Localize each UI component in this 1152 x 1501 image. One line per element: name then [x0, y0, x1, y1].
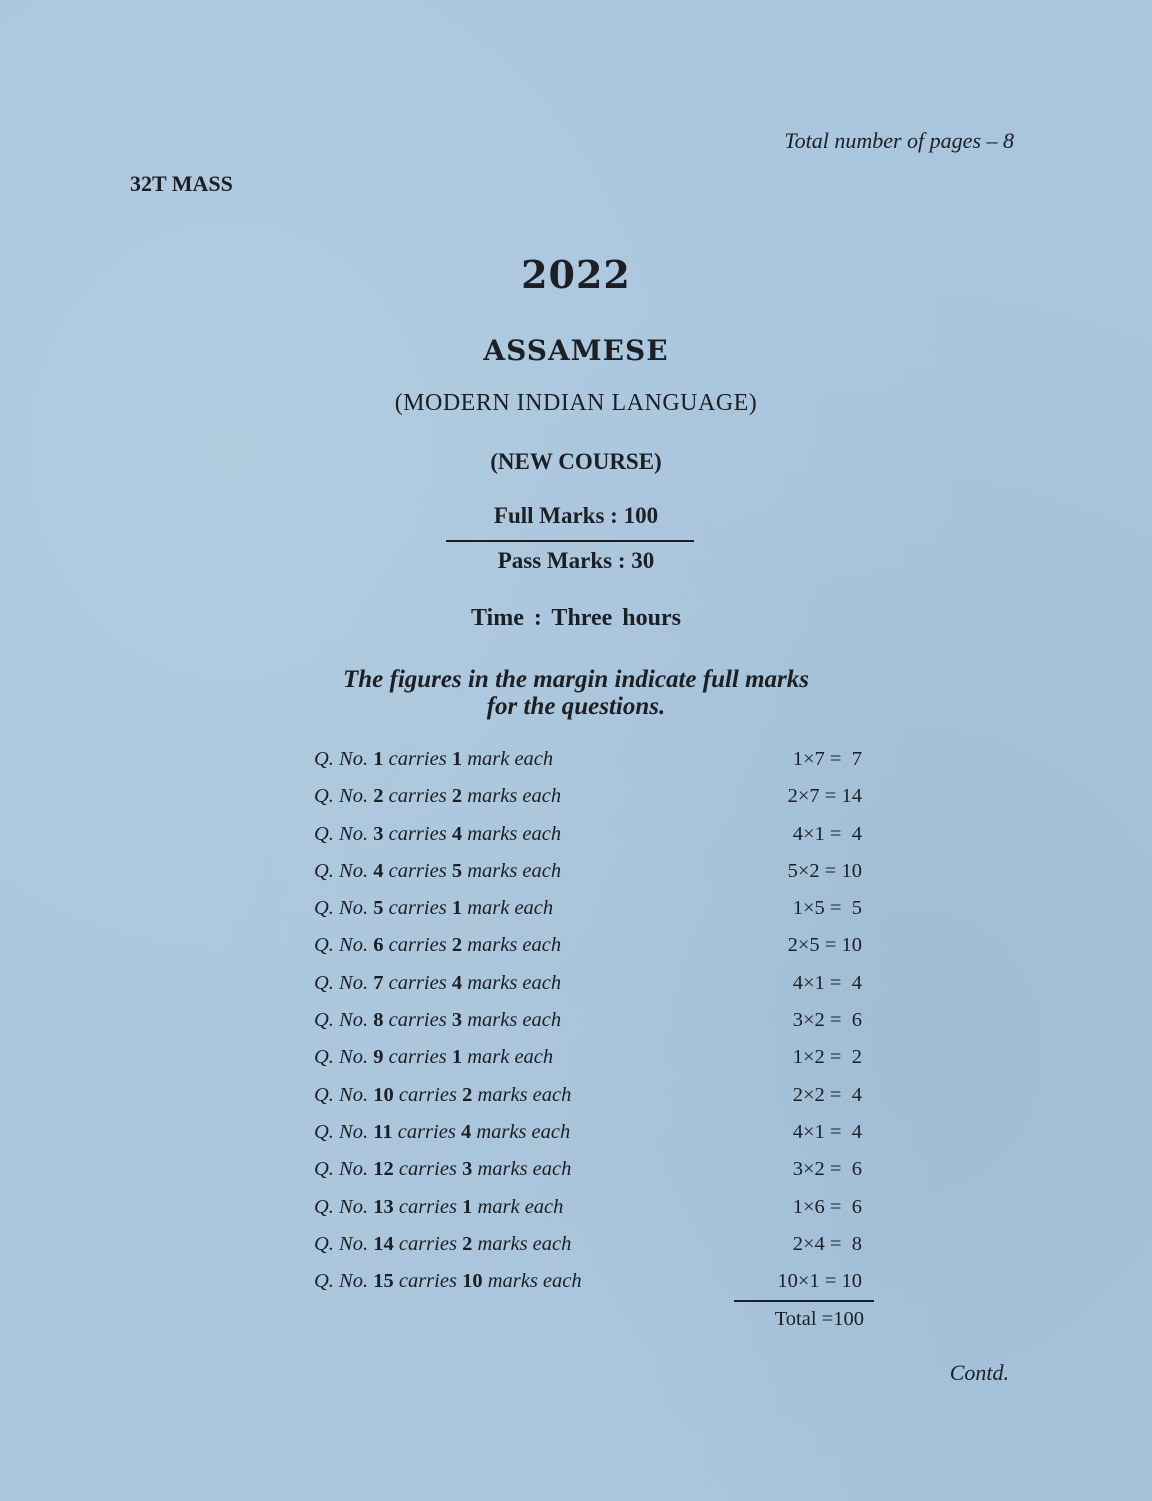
question-number: 2 — [373, 785, 384, 808]
question-number: 6 — [373, 934, 384, 957]
marks-calculation: 2×5 = 10 — [787, 934, 862, 957]
pass-marks: Pass Marks : 30 — [497, 548, 655, 573]
question-marks-rule — [314, 1121, 570, 1144]
rule-text: mark each — [467, 748, 554, 770]
rule-text: marks each — [467, 785, 562, 808]
marks-per-item: 10 — [462, 1270, 483, 1293]
table-row — [314, 1233, 874, 1270]
marks-calculation: 2×7 = 14 — [787, 785, 862, 808]
question-marks-rule — [314, 1233, 571, 1256]
marks-calculation: 1×6 = 6 — [792, 1195, 862, 1218]
marks-per-item: 3 — [451, 1009, 463, 1032]
full-marks: Full Marks : 100 — [493, 503, 659, 528]
rule-text: marks each — [476, 1120, 571, 1143]
question-number: 5 — [373, 897, 384, 920]
marks-per-item: 2 — [451, 934, 463, 957]
rule-text: Q. No. — [314, 971, 369, 994]
marks-per-item: 2 — [462, 1083, 473, 1106]
course-label: (NEW COURSE) — [490, 449, 662, 474]
marks-per-item: 1 — [451, 897, 463, 920]
rule-text: marks each — [477, 1158, 572, 1181]
rule-text: carries — [388, 822, 447, 845]
rule-text: Q. No. — [314, 1120, 369, 1143]
rule-text: carries — [388, 785, 447, 808]
marks-per-item: 1 — [451, 1046, 463, 1069]
table-row — [314, 785, 874, 822]
margin-note-line2: for the questions. — [486, 693, 666, 720]
question-marks-rule — [314, 972, 561, 995]
table-row — [314, 934, 874, 971]
table-row — [314, 1121, 874, 1158]
question-number: 14 — [373, 1232, 394, 1255]
rule-text: mark each — [467, 1046, 554, 1069]
rule-text: mark each — [477, 1195, 564, 1218]
question-number: 3 — [373, 822, 384, 845]
rule-text: Q. No. — [314, 785, 369, 808]
rule-text: carries — [398, 1083, 457, 1106]
marks-calculation: 4×1 = 4 — [792, 971, 862, 994]
rule-text: mark each — [467, 897, 554, 920]
table-row — [314, 1196, 874, 1233]
rule-text: Q. No. — [314, 1083, 369, 1106]
question-marks-rule — [314, 860, 561, 883]
total-pages-note: Total number of pages – 8 — [784, 128, 1014, 153]
marks-calculation: 1×5 = 5 — [792, 897, 862, 920]
rule-text: carries — [398, 1158, 457, 1181]
subject-title: ASSAMESE — [483, 334, 669, 367]
rule-text: Q. No. — [314, 859, 369, 882]
rule-text: marks each — [477, 1083, 572, 1106]
marks-calculation: 1×2 = 2 — [792, 1046, 862, 1069]
margin-note-line1: The figures in the margin indicate full marks — [342, 666, 810, 693]
question-marks-rule — [314, 934, 561, 957]
contd-note: Contd. — [949, 1360, 1009, 1385]
marks-calculation: 5×2 = 10 — [787, 859, 862, 882]
marks-rows — [314, 748, 874, 1307]
total-divider — [734, 1300, 874, 1302]
question-marks-rule — [314, 1084, 571, 1107]
question-marks-rule — [314, 1009, 561, 1032]
rule-text: Q. No. — [314, 1046, 369, 1069]
rule-text: carries — [388, 971, 447, 994]
marks-table — [314, 748, 874, 1330]
rule-text: Q. No. — [314, 1158, 369, 1181]
rule-text: carries — [388, 1046, 447, 1069]
table-row — [314, 972, 874, 1009]
rule-text: marks each — [467, 822, 562, 845]
rule-text: carries — [398, 1270, 457, 1293]
paper-type: (MODERN INDIAN LANGUAGE) — [394, 390, 758, 416]
marks-calculation: 4×1 = 4 — [792, 1120, 862, 1143]
rule-text: Q. No. — [314, 822, 369, 845]
rule-text: marks each — [477, 1232, 572, 1255]
question-marks-rule — [314, 1270, 582, 1293]
rule-text: marks each — [467, 971, 562, 994]
rule-text: marks each — [467, 934, 562, 957]
question-marks-rule — [314, 1196, 563, 1219]
marks-per-item: 4 — [451, 971, 463, 994]
rule-text: marks each — [487, 1270, 582, 1293]
rule-text: marks each — [467, 859, 562, 882]
rule-text: carries — [388, 748, 447, 770]
marks-calculation: 2×2 = 4 — [792, 1083, 862, 1106]
table-row — [314, 748, 874, 785]
exam-year: 2022 — [521, 252, 631, 297]
rule-text: carries — [398, 1195, 457, 1218]
marks-per-item: 2 — [462, 1232, 473, 1255]
table-row — [314, 1046, 874, 1083]
question-number: 8 — [373, 1009, 384, 1032]
rule-text: carries — [397, 1120, 456, 1143]
rule-text: carries — [388, 897, 447, 920]
rule-text: carries — [388, 859, 447, 882]
rule-text: carries — [398, 1232, 457, 1255]
table-row — [314, 823, 874, 860]
marks-calculation: 2×4 = 8 — [792, 1232, 862, 1255]
rule-text: Q. No. — [314, 897, 369, 920]
table-row — [314, 1084, 874, 1121]
table-row — [314, 1009, 874, 1046]
marks-per-item: 1 — [462, 1195, 473, 1218]
rule-text: Q. No. — [314, 1270, 369, 1293]
rule-text: Q. No. — [314, 1009, 369, 1032]
question-number: 10 — [373, 1083, 394, 1106]
table-row — [314, 860, 874, 897]
marks-per-item: 4 — [460, 1120, 472, 1143]
rule-text: carries — [388, 1009, 447, 1032]
question-marks-rule — [314, 748, 553, 771]
question-number: 7 — [373, 971, 384, 994]
marks-calculation: 3×2 = 6 — [792, 1158, 862, 1181]
rule-text: marks each — [467, 1009, 562, 1032]
marks-per-item: 4 — [451, 822, 463, 845]
rule-text: carries — [388, 934, 447, 957]
question-number: 11 — [373, 1120, 393, 1143]
table-row — [314, 1158, 874, 1195]
exam-time: Time : Three hours — [470, 605, 681, 631]
question-number: 15 — [373, 1270, 394, 1293]
question-number: 1 — [373, 748, 384, 770]
question-marks-rule — [314, 823, 561, 846]
total-marks: Total =100 — [774, 1308, 864, 1330]
marks-per-item: 1 — [451, 748, 463, 770]
paper-code: 32T MASS — [130, 171, 233, 196]
question-number: 12 — [373, 1158, 394, 1181]
question-marks-rule — [314, 1158, 571, 1181]
margin-note — [0, 666, 1152, 720]
question-marks-rule — [314, 897, 553, 920]
marks-per-item: 3 — [462, 1158, 473, 1181]
rule-text: Q. No. — [314, 1195, 369, 1218]
marks-calculation: 10×1 = 10 — [777, 1270, 862, 1293]
marks-calculation: 3×2 = 6 — [792, 1009, 862, 1032]
question-number: 9 — [373, 1046, 384, 1069]
rule-text: Q. No. — [314, 748, 369, 770]
question-marks-rule — [314, 1046, 553, 1069]
marks-calculation: 1×7 = 7 — [792, 748, 862, 770]
marks-calculation: 4×1 = 4 — [792, 822, 862, 845]
question-number: 13 — [373, 1195, 394, 1218]
table-row — [314, 897, 874, 934]
rule-text: Q. No. — [314, 1232, 369, 1255]
marks-per-item: 5 — [451, 859, 463, 882]
question-number: 4 — [373, 859, 384, 882]
marks-per-item: 2 — [451, 785, 463, 808]
question-marks-rule — [314, 785, 561, 808]
marks-divider — [446, 540, 694, 542]
rule-text: Q. No. — [314, 934, 369, 957]
